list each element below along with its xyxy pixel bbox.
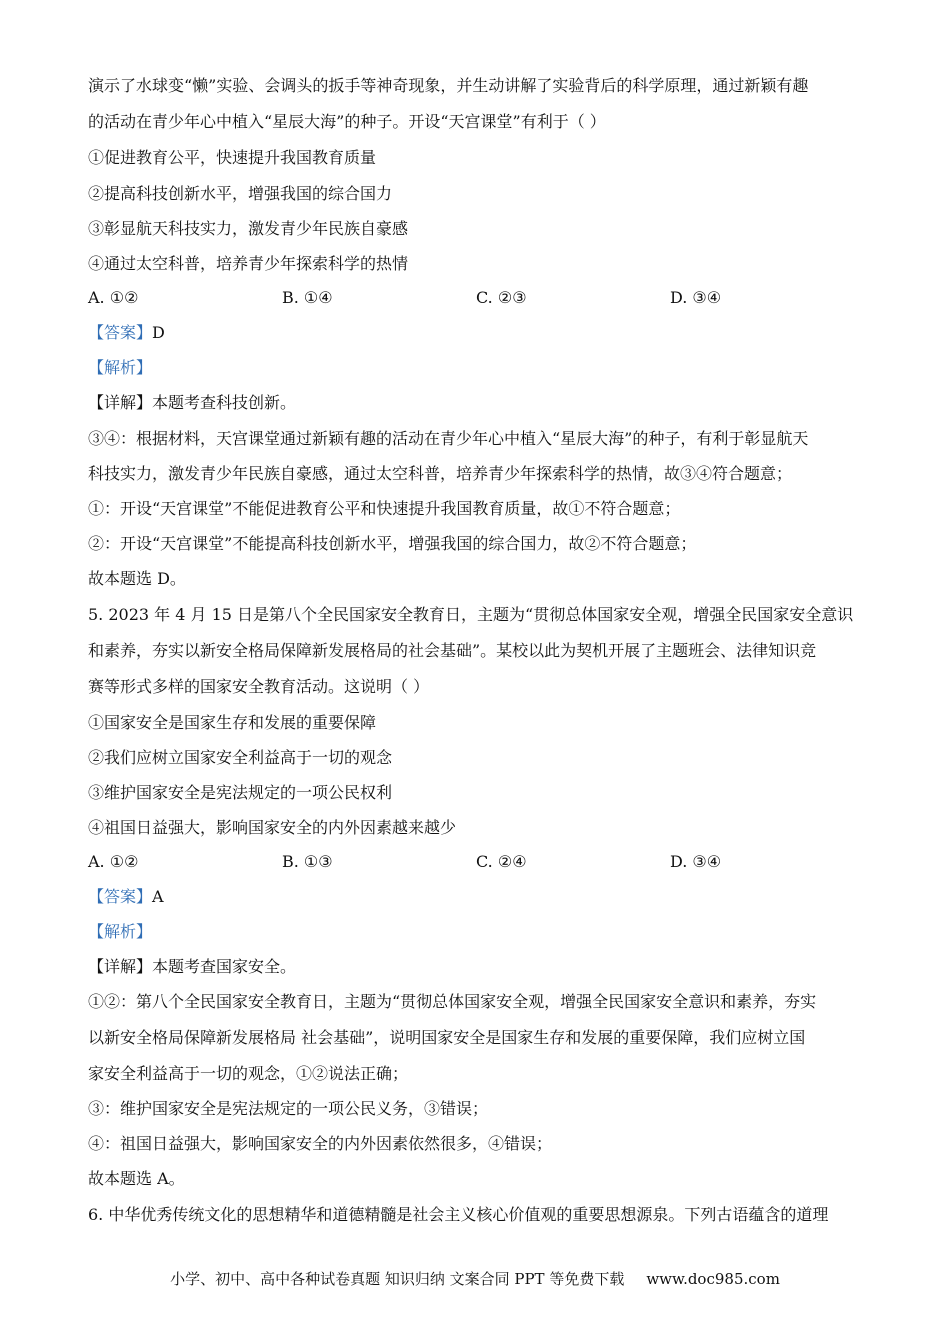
page-footer — [0, 1268, 950, 1290]
q4-analysis-heading — [88, 357, 152, 379]
answer-value: D — [152, 323, 165, 342]
q5-statement: ②我们应树立国家安全利益高于一切的观念 — [88, 748, 393, 767]
analysis-tag: 【解析】 — [88, 922, 153, 941]
q5-stem-line: 和素养，夯实以新安全格局保障新发展格局的社会基础”。某校以此为契机开展了主题班会、法律知识竞 — [88, 641, 817, 660]
q5-detail — [88, 956, 296, 978]
detail-tag: 【详解】 — [88, 393, 153, 412]
answer-tag: 【答案】 — [88, 887, 153, 906]
q4-statement: ④通过太空科普，培养青少年探索科学的热情 — [88, 254, 409, 273]
q4-answer — [88, 322, 165, 344]
footer-url: www.doc985.com — [646, 1270, 780, 1288]
q4-statement: ①促进教育公平，快速提升我国教育质量 — [88, 148, 377, 167]
q5-option-a: A. ①② — [88, 852, 139, 871]
q5-option-b: B. ①③ — [282, 852, 333, 871]
q5-analysis-line: 家安全利益高于一切的观念，①②说法正确； — [88, 1064, 409, 1083]
q4-analysis-line: 科技实力，激发青少年民族自豪感，通过太空科普，培养青少年探索科学的热情，故③④符合题意； — [88, 464, 793, 483]
q5-statement: ①国家安全是国家生存和发展的重要保障 — [88, 713, 377, 732]
q4-option-c: C. ②③ — [476, 288, 527, 307]
q4-analysis-line: 故本题选 D。 — [88, 569, 186, 588]
q4-stem-line: 演示了水球变“懒”实验、会调头的扳手等神奇现象，并生动讲解了实验背后的科学原理，通过新颖有趣 — [88, 76, 809, 95]
q4-analysis-line: ③④：根据材料，天宫课堂通过新颖有趣的活动在青少年心中植入“星辰大海”的种子，有利于彰显航天 — [88, 429, 809, 448]
q4-option-a: A. ①② — [88, 288, 139, 307]
q5-option-d: D. ③④ — [670, 852, 722, 871]
q5-analysis-heading — [88, 921, 152, 943]
q5-statement: ③维护国家安全是宪法规定的一项公民权利 — [88, 783, 393, 802]
q5-analysis-line: ①②：第八个全民国家安全教育日，主题为“贯彻总体国家安全观，增强全民国家安全意识和素养，夯实 — [88, 992, 817, 1011]
q5-stem-line: 5. 2023 年 4 月 15 日是第八个全民国家安全教育日，主题为“贯彻总体国家安全观，增强全民国家安全意识 — [88, 605, 854, 624]
q6-stem-line: 6. 中华优秀传统文化的思想精华和道德精髓是社会主义核心价值观的重要思想源泉。下列古语蕴含的道理 — [88, 1205, 829, 1224]
analysis-tag: 【解析】 — [88, 358, 153, 377]
q5-statement: ④祖国日益强大，影响国家安全的内外因素越来越少 — [88, 818, 457, 837]
q5-stem-line: 赛等形式多样的国家安全教育活动。这说明（ ） — [88, 677, 430, 696]
detail-tag: 【详解】 — [88, 957, 153, 976]
q4-stem-line: 的活动在青少年心中植入“星辰大海”的种子。开设“天宫课堂”有利于（ ） — [88, 112, 606, 131]
q5-answer — [88, 886, 164, 908]
detail-text: 本题考查科技创新。 — [152, 393, 297, 412]
answer-tag: 【答案】 — [88, 323, 153, 342]
q4-analysis-line: ②：开设“天宫课堂”不能提高科技创新水平，增强我国的综合国力，故②不符合题意； — [88, 534, 697, 553]
q4-statement: ③彰显航天科技实力，激发青少年民族自豪感 — [88, 219, 409, 238]
footer-text: 小学、初中、高中各种试卷真题 知识归纳 文案合同 PPT 等免费下载 — [170, 1270, 625, 1288]
answer-value: A — [152, 887, 164, 906]
q4-detail — [88, 392, 296, 414]
q5-analysis-line: 以新安全格局保障新发展格局 社会基础”，说明国家安全是国家生存和发展的重要保障，我们应树立国 — [88, 1028, 806, 1047]
q5-analysis-line: ④：祖国日益强大，影响国家安全的内外因素依然很多，④错误； — [88, 1134, 553, 1153]
q5-analysis-line: ③：维护国家安全是宪法规定的一项公民义务，③错误； — [88, 1099, 489, 1118]
q4-analysis-line: ①：开设“天宫课堂”不能促进教育公平和快速提升我国教育质量，故①不符合题意； — [88, 499, 681, 518]
detail-text: 本题考查国家安全。 — [152, 957, 297, 976]
q4-statement: ②提高科技创新水平，增强我国的综合国力 — [88, 184, 393, 203]
q4-option-b: B. ①④ — [282, 288, 333, 307]
q5-option-c: C. ②④ — [476, 852, 527, 871]
q5-analysis-line: 故本题选 A。 — [88, 1169, 185, 1188]
q4-option-d: D. ③④ — [670, 288, 722, 307]
